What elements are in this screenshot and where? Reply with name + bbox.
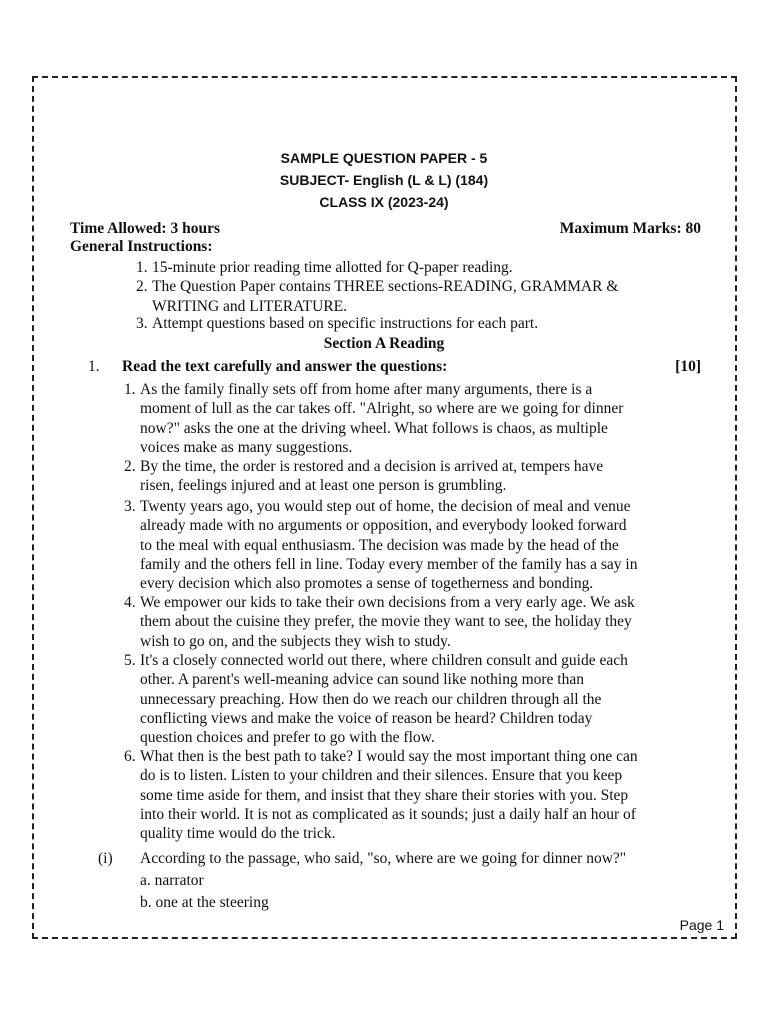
- paragraph-number: 4.: [124, 594, 136, 611]
- answer-option: a. narrator: [140, 872, 204, 889]
- paragraph-number: 6.: [124, 748, 136, 765]
- paragraph-text: By the time, the order is restored and a decision is arrived at, tempers have risen, feelings injured and at least one person is grumbling.: [140, 458, 604, 495]
- general-instructions-heading: General Instructions:: [70, 238, 213, 255]
- instruction-number: 2.: [136, 278, 148, 295]
- section-heading: Section A Reading: [323, 335, 445, 352]
- question-number: 1.: [88, 358, 100, 375]
- sub-question-text: According to the passage, who said, "so, where are we going for dinner now?": [140, 850, 627, 867]
- paragraph-text: What then is the best path to take? I would say the most important thing one can do is to listen. Listen to your children and their silences. Ensure that you keep some time aside for them, and insist that they share their stories with you. Step into their world. It is not as complicated as it sounds; just a daily half an hour of quality time would do the trick.: [140, 748, 638, 843]
- question-marks: [10]: [675, 358, 701, 375]
- question-text: Read the text carefully and answer the questions:: [122, 358, 448, 375]
- answer-option: b. one at the steering: [140, 894, 269, 911]
- class-line: CLASS IX (2023-24): [319, 194, 449, 210]
- paragraph-text: It's a closely connected world out there, where children consult and guide each other. A parent's well-meaning advice can sound like nothing more than unnecessary preaching. How then do we reach our children through all the conflicting views and make the voice of reason be heard? Children today question choices and prefer to go with the flow.: [140, 652, 628, 747]
- paragraph-text: As the family finally sets off from home after many arguments, there is a moment of lull as the car takes off. "Alright, so where are we going for dinner now?" asks the one at the driving wheel. What follows is chaos, as multiple voices make as many suggestions.: [140, 381, 624, 456]
- paragraph-number: 1.: [124, 381, 136, 398]
- paragraph-text: Twenty years ago, you would step out of home, the decision of meal and venue already made with no arguments or opposition, and everybody looked forward to the meal with equal enthusiasm. The decision was made by the head of the family and the others fell in line. Today every member of the family has a say in every decision which also promotes a sense of togetherness and bonding.: [140, 498, 638, 593]
- page-number: Page 1: [679, 917, 724, 933]
- instruction-number: 3.: [136, 315, 148, 332]
- paper-title: SAMPLE QUESTION PAPER - 5: [280, 150, 488, 166]
- instruction-text: The Question Paper contains THREE sections-READING, GRAMMAR & WRITING and LITERATURE.: [152, 278, 619, 315]
- subject-line: SUBJECT- English (L & L) (184): [279, 172, 489, 188]
- paragraph-number: 5.: [124, 652, 136, 669]
- maximum-marks: Maximum Marks: 80: [559, 220, 701, 237]
- instruction-text: 15-minute prior reading time allotted for Q-paper reading.: [152, 259, 513, 276]
- time-allowed: Time Allowed: 3 hours: [70, 220, 220, 237]
- instruction-number: 1.: [136, 259, 148, 276]
- sub-question-label: (i): [98, 850, 113, 867]
- paragraph-text: We empower our kids to take their own decisions from a very early age. We ask them about the cuisine they prefer, the movie they want to see, the holiday they wish to go on, and the subjects they wish to study.: [140, 594, 635, 650]
- paragraph-number: 3.: [124, 498, 136, 515]
- paragraph-number: 2.: [124, 458, 136, 475]
- instruction-text: Attempt questions based on specific instructions for each part.: [152, 315, 539, 332]
